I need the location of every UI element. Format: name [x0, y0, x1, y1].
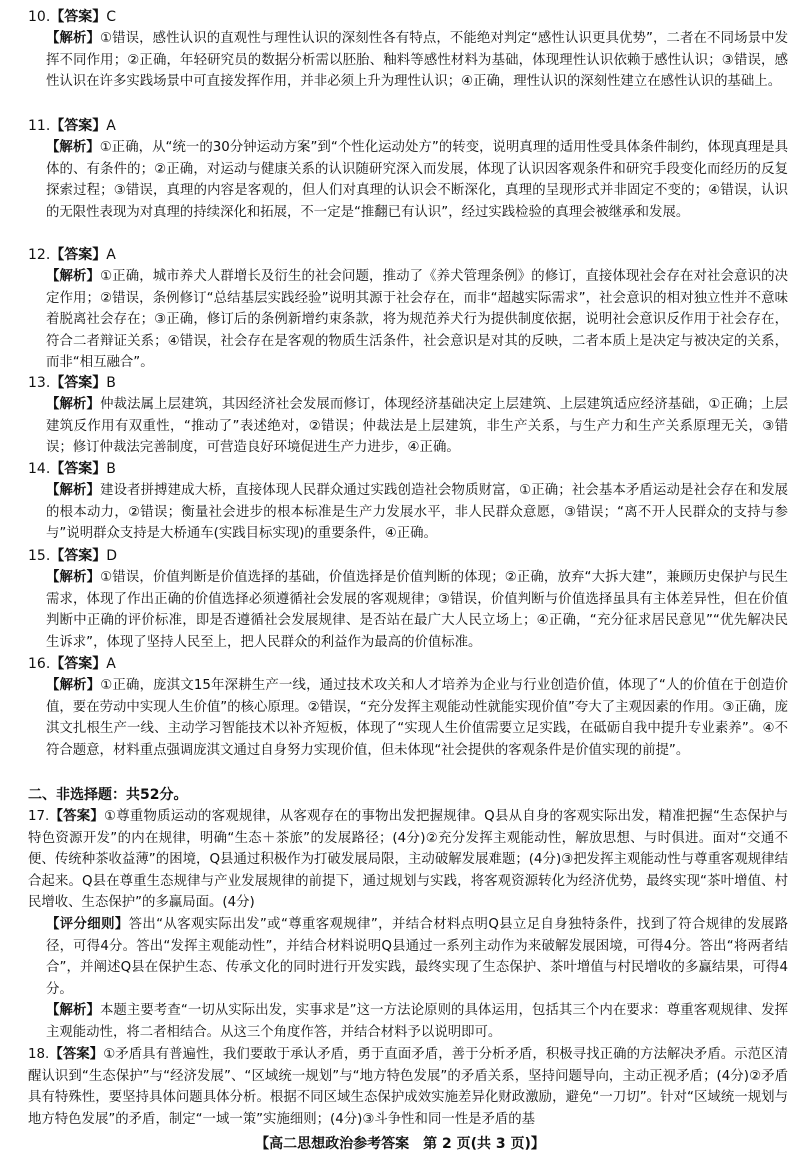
question-number: 12.	[28, 247, 51, 263]
analysis-text: ①错误，价值判断是价值选择的基础，价值选择是价值判断的体现；②正确，放弃“大拆大建”，兼顾历史保护与民生需求，体现了作出正确的价值选择必须遵循社会发展的客观规律；③错误，价值判断与价值选择虽具有主体差异性，但在价值判断中正确的评价标准，即是否遵循社会发展规律、是否站在最广大人民立场上；④正确，“充分征求居民意见”“优先解决民生诉求”，体现了坚持人民至上，把人民群众的利益作为最高的价值标准。	[46, 570, 789, 650]
answer-tag: 【答案】	[49, 809, 105, 824]
answer-value: B	[106, 461, 116, 477]
question-number: 10.	[28, 9, 51, 25]
question-10	[28, 6, 788, 93]
page-footer: 【高二思想政治参考答案 第 2 页(共 3 页)】	[255, 1136, 545, 1152]
analysis-text: 本题主要考查“一切从实际出发，实事求是”这一方法论原则的具体运用，包括其三个内在要求：尊重客观规律、发挥主观能动性，将二者相结合。从这三个角度作答，并结合材料予以说明即可。	[46, 1003, 789, 1040]
analysis-tag: 【解析】	[46, 269, 101, 284]
analysis-text: 仲裁法属上层建筑，其因经济社会发展而修订，体现经济基础决定上层建筑、上层建筑适应经济基础，①正确；上层建筑反作用有双重性，“推动了”表述绝对，②错误；仲裁法是上层建筑，非生产关系，与生产力和生产关系原理无关，③错误；修订仲裁法完善制度，可营造良好环境促进生产力进步，④正确。	[46, 397, 788, 456]
answer-value: A	[106, 656, 116, 672]
question-number: 15.	[28, 548, 51, 564]
answer-value: B	[106, 375, 116, 391]
analysis-tag: 【解析】	[46, 1003, 100, 1019]
question-11	[28, 115, 788, 223]
question-number: 13.	[28, 375, 51, 391]
analysis-text: ①正确，从“统一的30分钟运动方案”到“个性化运动处方”的转变，说明真理的适用性受具体条件制约，体现真理是具体的、有条件的；②正确，对运动与健康关系的认识随研究深入而发展，体现了认识因客观条件和研究手段变化而经历的反复探索过程；③错误，真理的内容是客观的，但人们对真理的认识会不断深化，真理的呈现形式并非固定不变的；④错误，认识的无限性表现为对真理的持续深化和拓展，不一定是“推翻已有认识”，经过实践检验的真理会被继承和发展。	[46, 140, 789, 220]
question-17	[28, 806, 788, 1044]
scoring-rules-text: 答出“从客观实际出发”或“尊重客观规律”，并结合材料点明Q县立足自身独特条件，找到了符合规律的发展路径，可得4分。答出“发挥主观能动性”，并结合材料说明Q县通过一系列主动作为来破解发展困境，可得4分。答出“将两者结合”，并阐述Q县在保护生态、传承文化的同时进行开发实践，最终实现了生态保护、茶叶增值与村民增收的多赢结果，可得4分。	[46, 916, 789, 997]
analysis-tag: 【解析】	[46, 678, 101, 693]
answer-tag: 【答案】	[49, 1047, 104, 1062]
scoring-rules-tag: 【评分细则】	[46, 916, 129, 932]
answer-text: ①矛盾具有普遍性，我们要敢于承认矛盾，勇于直面矛盾，善于分析矛盾，积极寻找正确的方法解决矛盾。示范区清醒认识到“生态保护”与“经济发展”、“区域统一规划”与“地方特色发展”的矛盾关系，坚持问题导向，主动正视矛盾；(4分)②矛盾具有特殊性，要坚持具体问题具体分析。根据不同区域生态保护成效实施差异化财政激励，避免“一刀切”。针对“区域统一规划与地方特色发展”的矛盾，制定“一域一策”实施细则；(4分)③斗争性和同一性是矛盾的基	[28, 1047, 788, 1127]
analysis-text: ①正确，城市养犬人群增长及衍生的社会问题，推动了《养犬管理条例》的修订，直接体现社会存在对社会意识的决定作用；②错误，条例修订“总结基层实践经验”说明其源于社会存在，而非“超越实际需求”，社会意识的相对独立性并不意味着脱离社会存在；③正确，修订后的条例新增约束条款，将为规范养犬行为提供制度依据，说明社会意识反作用于社会存在，符合二者辩证关系；④错误，社会存在是客观的物质生活条件，社会意识是对其的反映，二者本质上是决定与被决定的关系，而非“相互融合”。	[46, 269, 788, 371]
question-13	[28, 372, 788, 459]
question-number: 18.	[28, 1047, 50, 1062]
analysis-tag: 【解析】	[46, 397, 101, 412]
question-16	[28, 653, 788, 761]
answer-value: C	[106, 9, 117, 25]
analysis-text: 建设者拼搏建成大桥，直接体现人民群众通过实践创造社会物质财富，①正确；社会基本矛盾运动是社会存在和发展的根本动力，②错误；衡量社会进步的根本标准是生产力发展水平，非人民群众意愿，③错误；“离不开人民群众的支持与参与”说明群众支持是大桥通车(实践目标实现)的重要条件，④正确。	[46, 483, 788, 542]
answer-tag: 【答案】	[50, 461, 107, 477]
answer-tag: 【答案】	[50, 247, 107, 263]
question-number: 14.	[28, 461, 51, 477]
answer-tag: 【答案】	[50, 548, 107, 564]
answer-value: A	[106, 118, 116, 134]
analysis-tag: 【解析】	[46, 140, 100, 155]
answer-tag: 【答案】	[50, 375, 107, 391]
question-12	[28, 244, 788, 374]
question-number: 17.	[28, 809, 50, 824]
question-number: 11.	[28, 118, 51, 134]
answer-text: ①尊重物质运动的客观规律，从客观存在的事物出发把握规律。Q县从自身的客观实际出发，精准把握“生态保护与特色资源开发”的内在规律，明确“生态＋茶旅”的发展路径；(4分)②充分发挥主观能动性，解放思想、与时俱进。面对“交通不便、传统种茶收益薄”的困境，Q县通过积极作为打破发展局限，主动破解发展难题；(4分)③把发挥主观能动性与尊重客观规律结合起来。Q县在尊重生态规律与产业发展规律的前提下，通过规划与实践，将客观资源转化为经济优势，最终实现“茶叶增值、村民增收、生态保护”的多赢局面。(4分)	[28, 809, 789, 911]
question-18	[28, 1044, 788, 1130]
answer-tag: 【答案】	[50, 656, 107, 672]
question-14	[28, 458, 788, 545]
analysis-text: ①错误，感性认识的直观性与理性认识的深刻性各有特点，不能绝对判定“感性认识更具优势”，二者在不同场景中发挥不同作用；②正确，年轻研究员的数据分析需以胚胎、釉料等感性材料为基础，体现理性认识依赖于感性认识；③错误，感性认识在许多实践场景中可直接发挥作用，并非必须上升为理性认识；④正确，理性认识的深刻性建立在感性认识的基础上。	[46, 31, 788, 90]
section-heading: 二、非选择题：共52分。	[28, 787, 188, 803]
analysis-tag: 【解析】	[46, 31, 101, 46]
analysis-tag: 【解析】	[46, 570, 101, 585]
analysis-text: ①正确，庞淇文15年深耕生产一线，通过技术攻关和人才培养为企业与行业创造价值，体现了“人的价值在于创造价值，要在劳动中实现人生价值”的核心原理。②错误，“充分发挥主观能动性就能实现价值”夸大了主观因素的作用。③正确，庞淇文扎根生产一线、主动学习智能技术以补齐短板，体现了“实现人生价值需要立足实践，在砥砺自我中提升专业素养”。④不符合题意，材料重点强调庞淇文通过自身努力实现价值，但未体现“社会提供的客观条件是价值实现的前提”。	[46, 678, 788, 758]
answer-value: A	[106, 247, 116, 263]
answer-tag: 【答案】	[50, 118, 107, 134]
analysis-tag: 【解析】	[46, 483, 101, 498]
question-15	[28, 545, 788, 653]
answer-value: D	[106, 548, 118, 564]
question-number: 16.	[28, 656, 51, 672]
answer-tag: 【答案】	[50, 9, 107, 25]
